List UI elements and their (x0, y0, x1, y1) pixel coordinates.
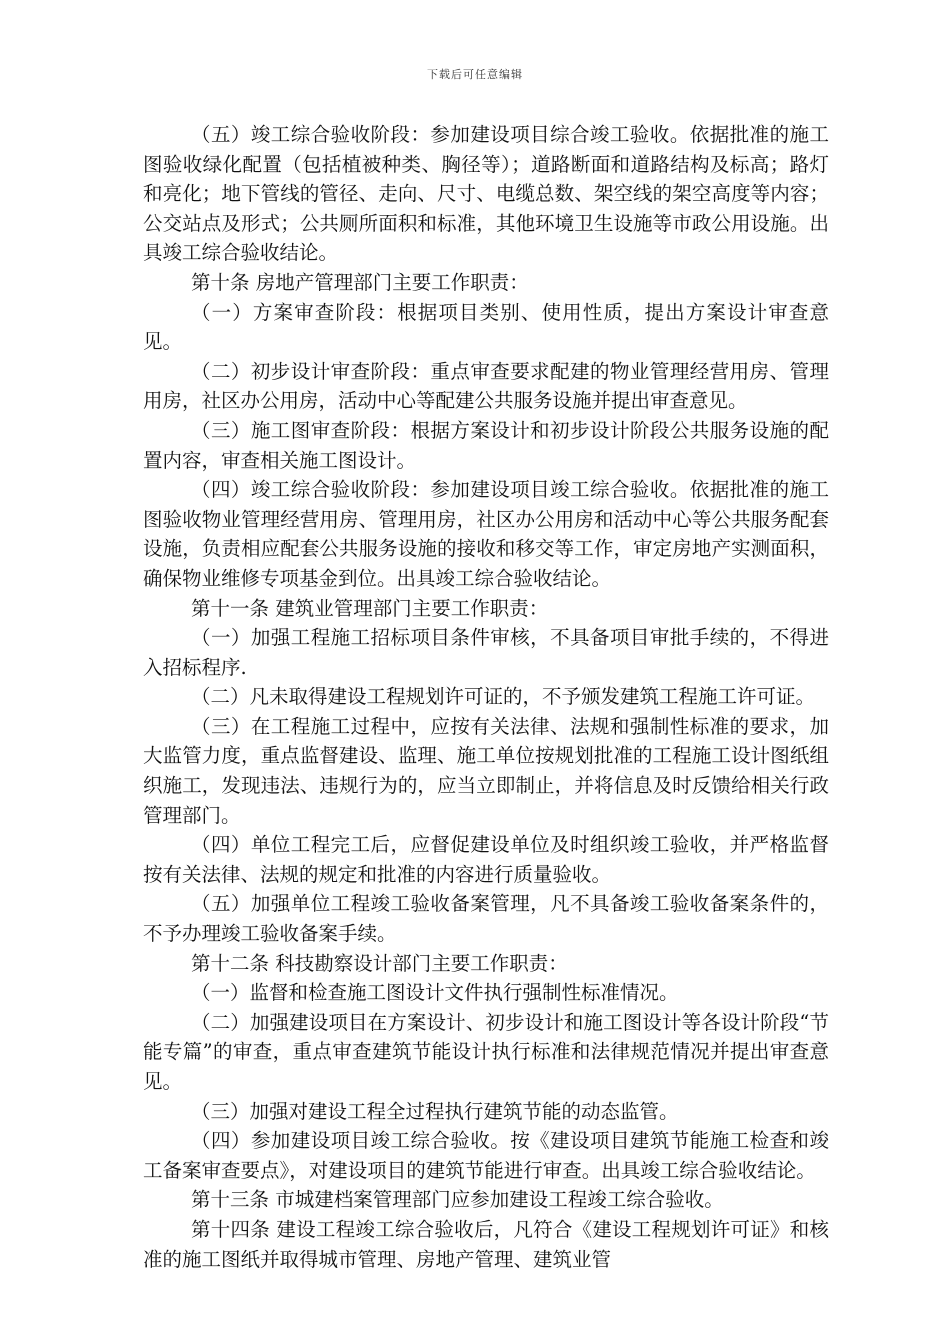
paragraph-11-3: （三）在工程施工过程中，应按有关法律、法规和强制性标准的要求，加大监管力度，重点监督建设、监理、施工单位按规划批准的工程施工设计图纸组织施工，发现违法、违规行为的，应当立即制止，并将信息及时反馈给相关行政管理部门。 (143, 714, 829, 827)
paragraph-11-2: （二）凡未取得建设工程规划许可证的，不予颁发建筑工程施工许可证。 (191, 685, 816, 709)
article-14: 第十四条 建设工程竣工综合验收后，凡符合《建设工程规划许可证》和核准的施工图纸并取得城市管理、房地产管理、建筑业管 (143, 1217, 829, 1271)
paragraph-11-4: （四）单位工程完工后，应督促建设单位及时组织竣工验收，并严格监督按有关法律、法规的规定和批准的内容进行质量验收。 (143, 833, 829, 886)
paragraph-item-5-acceptance: （五）竣工综合验收阶段：参加建设项目综合竣工验收。依据批准的施工图验收绿化配置（包括植被种类、胸径等）；道路断面和道路结构及标高；路灯和亮化；地下管线的管径、走向、尺寸、电缆总数、架空线的架空高度等内容；公交站点及形式；公共厕所面积和标准，其他环境卫生设施等市政公用设施。出具竣工综合验收结论。 (143, 123, 829, 265)
paragraph-10-4: （四）竣工综合验收阶段：参加建设项目竣工综合验收。依据批准的施工图验收物业管理经营用房、管理用房，社区办公用房和活动中心等公共服务配套设施，负责相应配套公共服务设施的接收和移交等工作，审定房地产实测面积，确保物业维修专项基金到位。出具竣工综合验收结论。 (143, 478, 829, 590)
paragraph-12-4: （四）参加建设项目竣工综合验收。按《建设项目建筑节能施工检查和竣工备案审查要点》，对建设项目的建筑节能进行审查。出具竣工综合验收结论。 (143, 1129, 829, 1182)
paragraph-11-1: （一）加强工程施工招标项目条件审核，不具备项目审批手续的，不得进入招标程序. (143, 626, 829, 679)
paragraph-10-3: （三）施工图审查阶段：根据方案设计和初步设计阶段公共服务设施的配置内容，审查相关施工图设计。 (143, 418, 829, 472)
article-13: 第十三条 市城建档案管理部门应参加建设工程竣工综合验收。 (191, 1188, 724, 1212)
paragraph-10-2: （二）初步设计审查阶段：重点审查要求配建的物业管理经营用房、管理用房，社区办公用房，活动中心等配建公共服务设施并提出审查意见。 (143, 359, 829, 413)
paragraph-12-2: （二）加强建设项目在方案设计、初步设计和施工图设计等各设计阶段“节能专篇”的审查，重点审查建筑节能设计执行标准和法律规范情况并提出审查意见。 (143, 1010, 829, 1093)
paragraph-10-1: （一）方案审查阶段：根据项目类别、使用性质，提出方案设计审查意见。 (143, 300, 829, 354)
document-body (143, 120, 829, 1274)
article-10-heading: 第十条 房地产管理部门主要工作职责： (191, 270, 529, 294)
article-11-heading: 第十一条 建筑业管理部门主要工作职责： (191, 596, 549, 620)
article-12-heading: 第十二条 科技勘察设计部门主要工作职责： (191, 951, 568, 975)
paragraph-11-5: （五）加强单位工程竣工验收备案管理，凡不具备竣工验收备案条件的，不予办理竣工验收备案手续。 (143, 892, 829, 946)
paragraph-12-1: （一）监督和检查施工图设计文件执行强制性标准情况。 (191, 981, 679, 1005)
paragraph-12-3: （三）加强对建设工程全过程执行建筑节能的动态监管。 (191, 1099, 679, 1123)
page-header: 下载后可任意编辑 (427, 68, 523, 81)
